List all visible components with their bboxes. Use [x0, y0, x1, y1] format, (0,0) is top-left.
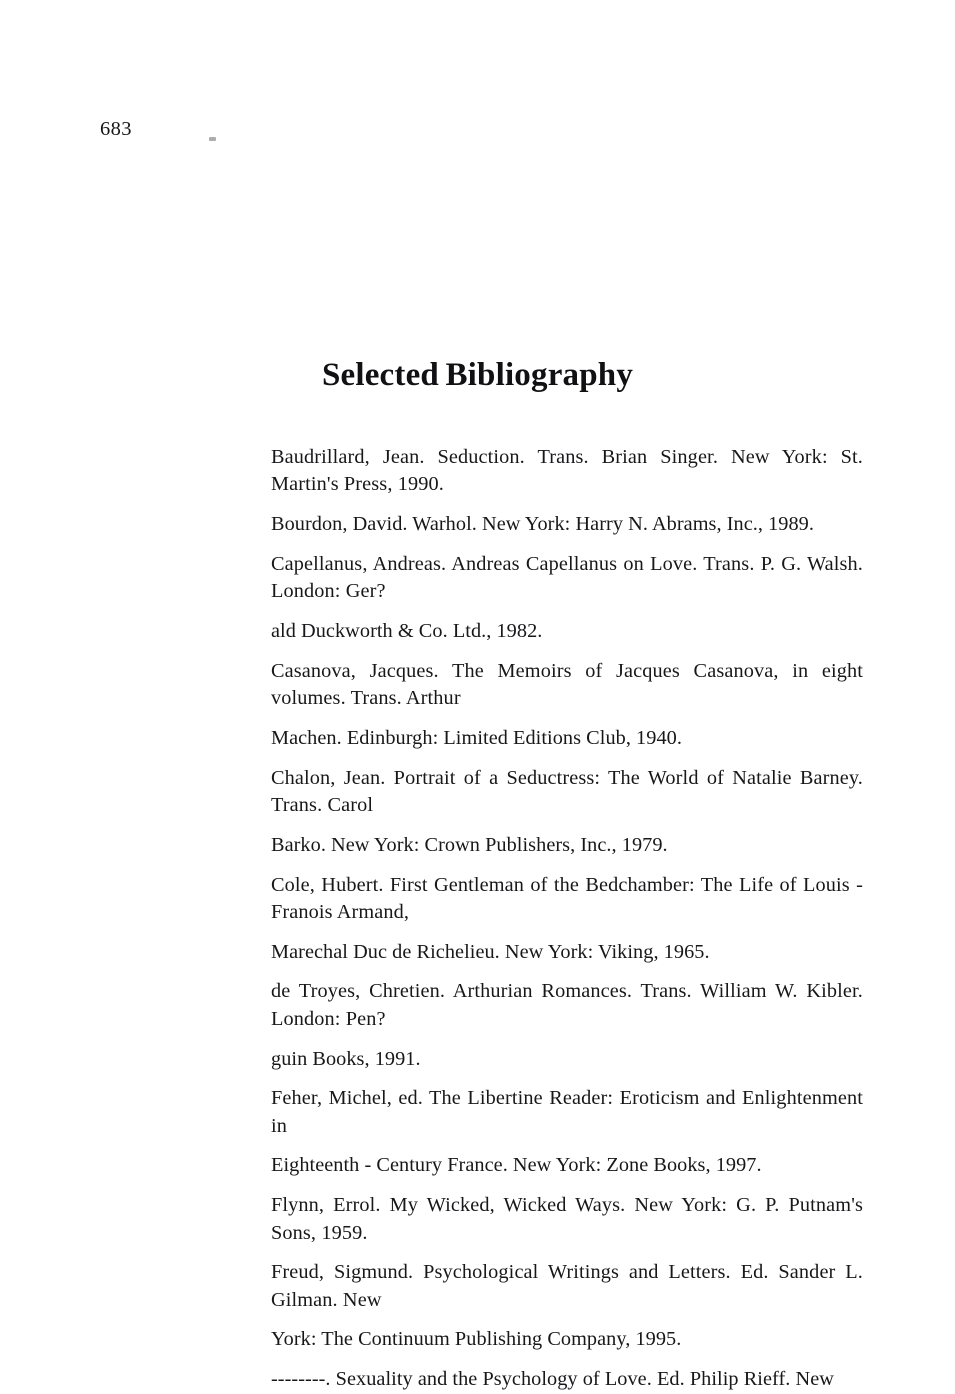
bibliography-list	[271, 444, 863, 1394]
bibliography-entry: --------. Sexuality and the Psychology of Love. Ed. Philip Rieff. New	[271, 1368, 834, 1391]
bibliography-entry: Chalon, Jean. Portrait of a Seductress: The World of Natalie Barney. Trans. Carol	[271, 766, 863, 816]
bibliography-entry: Capellanus, Andreas. Andreas Capellanus on Love. Trans. P. G. Walsh. London: Ger?	[271, 552, 863, 603]
bibliography-entry: Casanova, Jacques. The Memoirs of Jacques Casanova, in eight volumes. Trans. Arthur	[271, 659, 863, 710]
bibliography-entry: Eighteenth - Century France. New York: Zone Books, 1997.	[271, 1154, 762, 1177]
bibliography-entry: de Troyes, Chretien. Arthurian Romances. Trans. William W. Kibler. London: Pen?	[271, 980, 863, 1030]
bibliography-entry: Bourdon, David. Warhol. New York: Harry N. Abrams, Inc., 1989.	[271, 513, 814, 536]
bibliography-entry: Baudrillard, Jean. Seduction. Trans. Brian Singer. New York: St. Martin's Press, 1990.	[271, 446, 863, 496]
page-title: Selected Bibliography	[321, 357, 634, 394]
bibliography-entry: Machen. Edinburgh: Limited Editions Club, 1940.	[271, 726, 682, 749]
scan-speck-artifact	[209, 137, 216, 141]
bibliography-entry: Freud, Sigmund. Psychological Writings and Letters. Ed. Sander L. Gilman. New	[271, 1261, 863, 1311]
bibliography-entry: Cole, Hubert. First Gentleman of the Bedchamber: The Life of Louis - Franois Armand,	[271, 873, 863, 923]
bibliography-entry: guin Books, 1991.	[271, 1047, 421, 1070]
page-number: 683	[100, 118, 132, 140]
bibliography-entry: Barko. New York: Crown Publishers, Inc., 1979.	[271, 833, 668, 856]
bibliography-entry: Feher, Michel, ed. The Libertine Reader: Eroticism and Enlightenment in	[271, 1087, 863, 1137]
bibliography-entry: Marechal Duc de Richelieu. New York: Viking, 1965.	[271, 940, 710, 963]
bibliography-entry: York: The Continuum Publishing Company, 1995.	[271, 1328, 682, 1351]
bibliography-entry: Flynn, Errol. My Wicked, Wicked Ways. New York: G. P. Putnam's Sons, 1959.	[271, 1194, 863, 1244]
bibliography-entry: ald Duckworth & Co. Ltd., 1982.	[271, 619, 543, 642]
